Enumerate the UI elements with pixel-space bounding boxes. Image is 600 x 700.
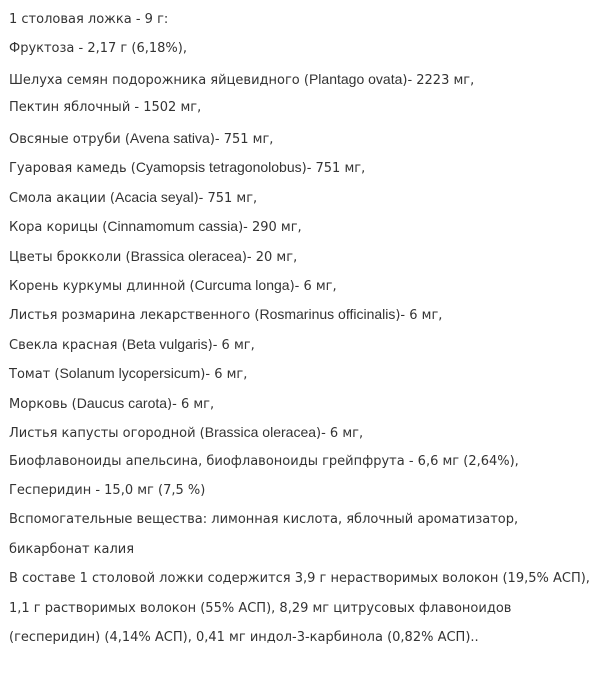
- summary-line-1: В составе 1 столовой ложки содержится 3,9 г нерастворимых волокон (19,5% АСП),: [9, 571, 590, 587]
- latin-name: Cyamopsis tetragonolobus: [135, 159, 302, 176]
- ingredient-list: [9, 10, 597, 658]
- tomato-line: [9, 363, 597, 392]
- latin-name: Brassica oleracea: [204, 424, 317, 441]
- ingredient-name: Листья розмарина лекарственного (: [9, 308, 260, 324]
- ingredient-amount: )- 20 мг,: [241, 249, 298, 265]
- red-beet-line: [9, 334, 597, 363]
- ingredient-amount: )- 6 мг,: [200, 367, 248, 383]
- ingredient-name: Овсяные отруби (: [9, 131, 130, 147]
- ingredient-name: Листья капусты огородной (: [9, 426, 205, 442]
- latin-name: Rosmarinus officinalis: [259, 306, 396, 323]
- ingredient-amount: )- 751 мг,: [301, 161, 366, 177]
- oat-bran-line: [9, 128, 597, 157]
- psyllium-husk-line: [9, 69, 597, 98]
- ingredient-name: Гуаровая камедь (: [9, 161, 136, 177]
- cabbage-leaves-line: [9, 422, 597, 451]
- latin-name: Brassica oleracea: [130, 247, 242, 264]
- rosemary-leaves-line: [9, 304, 597, 333]
- ingredient-name: Корень куркумы длинной (: [9, 278, 195, 294]
- ingredient-name: Свекла красная (: [9, 337, 127, 353]
- fructose-line: Фруктоза - 2,17 г (6,18%),: [9, 41, 187, 57]
- summary-line-3: (гесперидин) (4,14% АСП), 0,41 мг индол-3-карбинола (0,82% АСП)..: [9, 630, 479, 646]
- acacia-gum-line: [9, 187, 597, 216]
- ingredient-name: Томат (: [9, 367, 60, 383]
- cinnamon-bark-line: [9, 216, 597, 245]
- apple-pectin-line: Пектин яблочный - 1502 мг,: [9, 100, 202, 116]
- citrus-bioflavonoids-line: Биофлавоноиды апельсина, биофлавоноиды грейпфрута - 6,6 мг (2,64%),: [9, 453, 519, 469]
- latin-name: Daucus carota: [76, 394, 168, 411]
- ingredient-name: Смола акации (: [9, 190, 115, 206]
- ingredient-name: Кора корицы (: [9, 220, 108, 236]
- ingredient-amount: )- 2223 мг,: [402, 72, 475, 88]
- ingredient-name: Шелуха семян подорожника яйцевидного (: [9, 72, 309, 88]
- ingredient-amount: )- 6 мг,: [395, 308, 443, 324]
- ingredient-amount: )- 751 мг,: [209, 131, 274, 147]
- carrot-line: [9, 393, 597, 422]
- ingredient-name: Цветы брокколи (: [9, 249, 131, 265]
- hesperidin-line: Гесперидин - 15,0 мг (7,5 %): [9, 483, 206, 498]
- latin-name: Acacia seyal: [114, 188, 194, 205]
- serving-size-line: 1 столовая ложка - 9 г:: [9, 12, 169, 27]
- latin-name: Beta vulgaris: [126, 335, 208, 352]
- turmeric-root-line: [9, 275, 597, 304]
- latin-name: Avena sativa: [129, 129, 210, 146]
- ingredient-amount: )- 6 мг,: [316, 426, 364, 442]
- ingredient-name: Морковь (: [9, 396, 77, 412]
- broccoli-flowers-line: [9, 246, 597, 275]
- latin-name: Curcuma longa: [194, 276, 290, 293]
- ingredient-amount: )- 6 мг,: [289, 278, 337, 294]
- latin-name: Cinnamomum cassia: [107, 218, 239, 235]
- ingredient-amount: )- 751 мг,: [193, 190, 258, 206]
- summary-line-2: 1,1 г растворимых волокон (55% АСП), 8,29 мг цитрусовых флавоноидов: [9, 600, 512, 616]
- latin-name: Solanum lycopersicum: [59, 365, 201, 382]
- latin-name: Plantago ovata: [308, 70, 403, 87]
- excipients-line: Вспомогательные вещества: лимонная кислота, яблочный ароматизатор,: [9, 512, 519, 528]
- ingredient-amount: )- 6 мг,: [167, 396, 215, 412]
- ingredient-amount: )- 6 мг,: [207, 337, 255, 353]
- excipients-continued-line: бикарбонат калия: [9, 541, 135, 557]
- guar-gum-line: [9, 157, 597, 186]
- ingredient-amount: )- 290 мг,: [238, 220, 302, 236]
